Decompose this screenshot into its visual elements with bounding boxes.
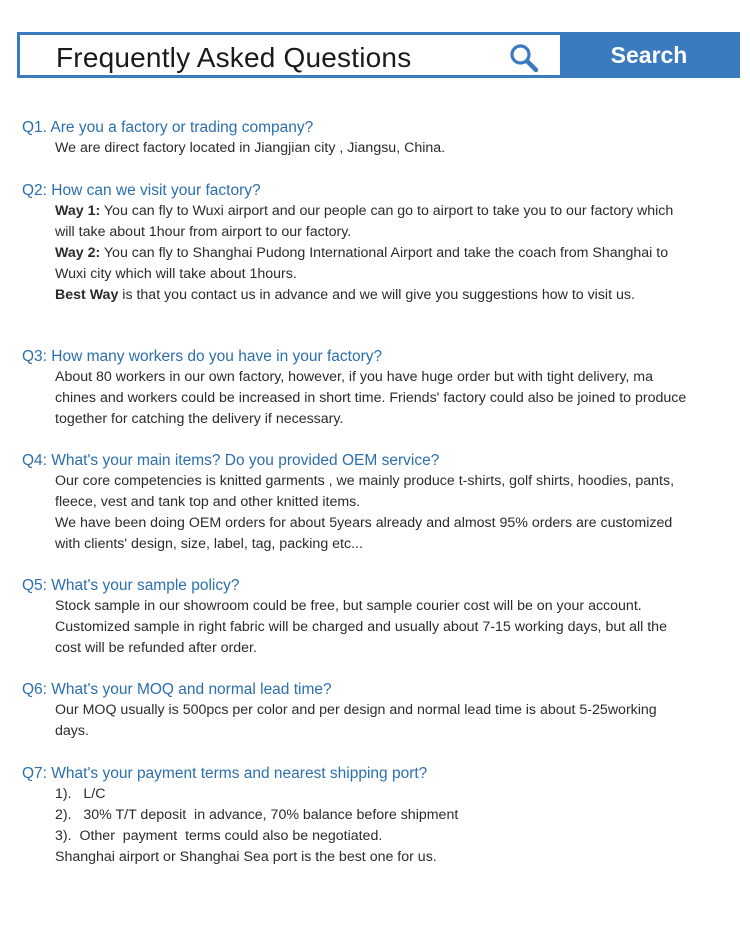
answer-q5	[22, 596, 740, 659]
answer-line: together for catching the delivery if necessary.	[55, 411, 344, 427]
best-way-text: is that you contact us in advance and we will give you suggestions how to visit us.	[118, 287, 635, 303]
question-q4: Q4: What's your main items? Do you provided OEM service?	[22, 452, 440, 469]
answer-q7	[22, 784, 740, 868]
answer-q6	[22, 700, 740, 742]
best-way-label: Best Way	[55, 287, 119, 303]
way1-text: You can fly to Wuxi airport and our people can go to airport to take you to our factory which	[100, 203, 674, 219]
search-icon[interactable]	[508, 42, 540, 74]
question-q5: Q5: What's your sample policy?	[22, 577, 240, 594]
answer-line: fleece, vest and tank top and other knitted items.	[55, 494, 361, 510]
answer-line: Customized sample in right fabric will be charged and usually about 7-15 working days, but all the	[55, 619, 667, 635]
answer-line	[55, 285, 740, 306]
answer-q3	[22, 367, 740, 430]
faq-item-q6	[22, 679, 740, 742]
answer-q2	[22, 201, 740, 306]
answer-line: Our core competencies is knitted garments , we mainly produce t-shirts, golf shirts, hoodies, pants,	[55, 473, 675, 489]
faq-item-q7	[22, 763, 740, 868]
answer-line	[55, 201, 740, 222]
answer-line: with clients' design, size, label, tag, packing etc...	[55, 536, 363, 552]
question-q6: Q6: What's your MOQ and normal lead time?	[22, 681, 332, 698]
answer-q4	[22, 471, 740, 555]
faq-item-q3	[22, 346, 740, 430]
answer-line: will take about 1hour from airport to our factory.	[55, 224, 352, 240]
answer-line: cost will be refunded after order.	[55, 640, 257, 656]
faq-item-q2	[22, 180, 740, 306]
answer-line: Wuxi city which will take about 1hours.	[55, 266, 297, 282]
answer-line: Stock sample in our showroom could be free, but sample courier cost will be on your account.	[55, 598, 642, 614]
answer-line: days.	[55, 723, 89, 739]
answer-line	[55, 243, 740, 264]
way2-text: You can fly to Shanghai Pudong International Airport and take the coach from Shanghai to	[100, 245, 669, 261]
answer-line: We have been doing OEM orders for about 5years already and almost 95% orders are customized	[55, 515, 673, 531]
question-q7: Q7: What's your payment terms and nearest shipping port?	[22, 765, 428, 782]
faq-search-bar[interactable]	[17, 32, 740, 78]
faq-item-q5	[22, 575, 740, 659]
answer-line: Our MOQ usually is 500pcs per color and per design and normal lead time is about 5-25working	[55, 702, 657, 718]
answer-line: 1). L/C	[55, 786, 106, 802]
question-q2: Q2: How can we visit your factory?	[22, 182, 261, 199]
answer-line: About 80 workers in our own factory, however, if you have huge order but with tight delivery, ma	[55, 369, 654, 385]
faq-item-q1	[22, 117, 740, 159]
faq-item-q4	[22, 450, 740, 555]
answer-line: We are direct factory located in Jiangjian city , Jiangsu, China.	[55, 140, 446, 156]
question-q3: Q3: How many workers do you have in your factory?	[22, 348, 383, 365]
answer-line: 3). Other payment terms could also be negotiated.	[55, 828, 383, 844]
question-q1: Q1. Are you a factory or trading company?	[22, 119, 314, 136]
answer-line: chines and workers could be increased in short time. Friends' factory could also be joined to produce	[55, 390, 687, 406]
answer-line: Shanghai airport or Shanghai Sea port is the best one for us.	[55, 849, 437, 865]
search-button[interactable]: Search	[560, 32, 738, 78]
answer-line: 2). 30% T/T deposit in advance, 70% balance before shipment	[55, 807, 459, 823]
answer-q1	[22, 138, 740, 159]
way1-label: Way 1:	[55, 203, 101, 219]
page-title: Frequently Asked Questions	[56, 42, 412, 73]
way2-label: Way 2:	[55, 245, 101, 261]
